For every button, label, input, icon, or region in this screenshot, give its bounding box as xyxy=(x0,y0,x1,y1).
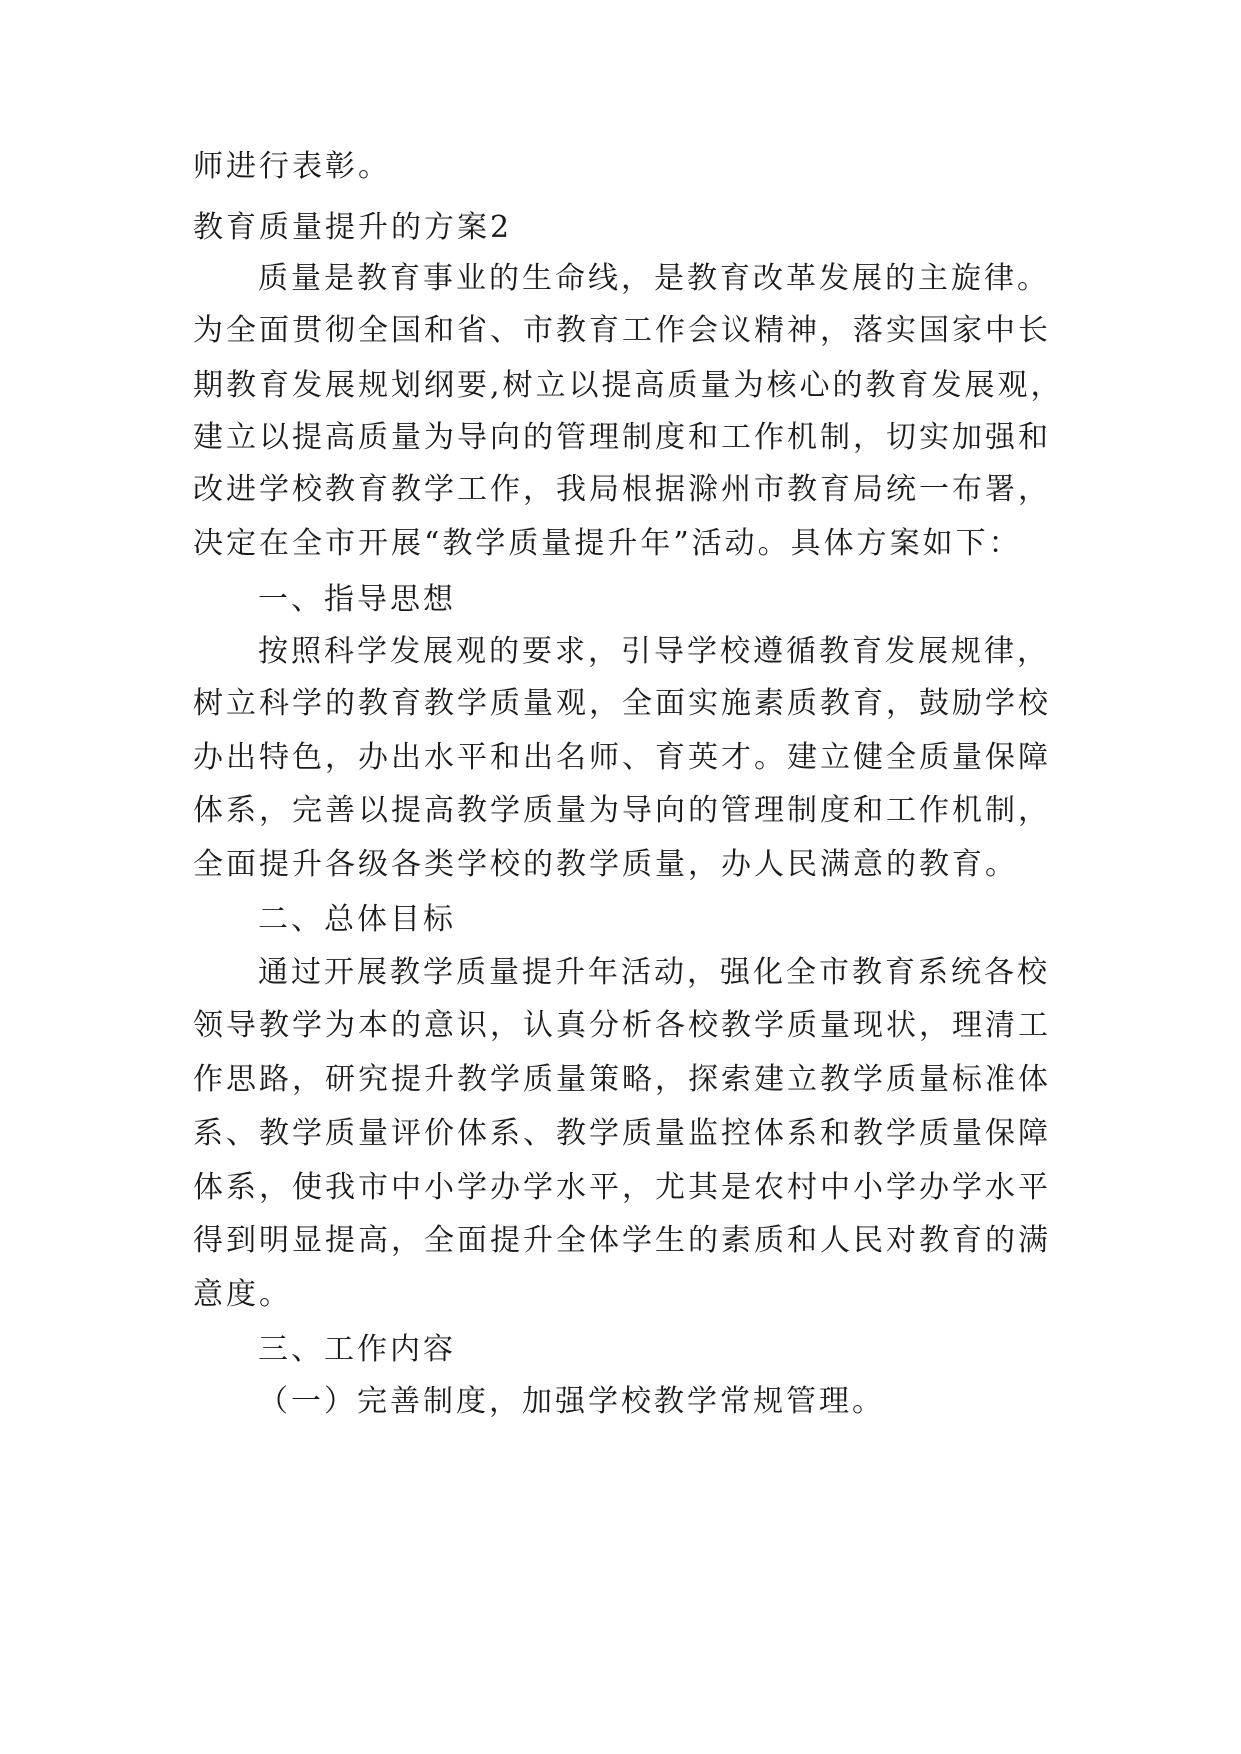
paragraph-line: 意度。 xyxy=(193,1277,292,1312)
paragraph-line: 体系，使我市中小学办学水平，尤其是农村中小学办学水平 xyxy=(193,1170,1051,1205)
paragraph-line: 系、教学质量评价体系、教学质量监控体系和教学质量保障 xyxy=(193,1116,1051,1151)
paragraph-line: 质量是教育事业的生命线，是教育改革发展的主旋律。 xyxy=(258,261,1050,296)
heading-overall-goal: 二、总体目标 xyxy=(258,902,456,937)
paragraph-line: 按照科学发展观的要求，引导学校遵循教育发展规律， xyxy=(258,634,1050,669)
paragraph-line: 决定在全市开展“教学质量提升年”活动。具体方案如下： xyxy=(193,526,1022,561)
paragraph-line: 全面提升各级各类学校的教学质量，办人民满意的教育。 xyxy=(193,847,1018,882)
paragraph-line: 体系，完善以提高教学质量为导向的管理制度和工作机制， xyxy=(193,793,1051,828)
heading-guiding-ideology: 一、指导思想 xyxy=(258,582,456,617)
subheading-line: （一）完善制度，加强学校教学常规管理。 xyxy=(258,1384,885,1419)
paragraph-line: 建立以提高质量为导向的管理制度和工作机制，切实加强和 xyxy=(193,420,1051,455)
paragraph-line: 通过开展教学质量提升年活动，强化全市教育系统各校 xyxy=(258,955,1050,990)
paragraph-line: 作思路，研究提升教学质量策略，探索建立教学质量标准体 xyxy=(193,1062,1051,1097)
paragraph-line: 改进学校教育教学工作，我局根据滁州市教育局统一布署， xyxy=(193,472,1051,507)
paragraph-line: 为全面贯彻全国和省、市教育工作会议精神，落实国家中长 xyxy=(193,313,1051,348)
paragraph-line: 得到明显提高，全面提升全体学生的素质和人民对教育的满 xyxy=(193,1223,1051,1258)
paragraph-line: 领导教学为本的意识，认真分析各校教学质量现状，理清工 xyxy=(193,1008,1051,1043)
paragraph-line: 期教育发展规划纲要,树立以提高质量为核心的教育发展观， xyxy=(193,368,1064,403)
paragraph-line: 师进行表彰。 xyxy=(193,149,391,184)
paragraph-line: 办出特色，办出水平和出名师、育英才。建立健全质量保障 xyxy=(193,740,1051,775)
section-title: 教育质量提升的方案2 xyxy=(193,210,513,245)
paragraph-line: 树立科学的教育教学质量观，全面实施素质教育，鼓励学校 xyxy=(193,686,1051,721)
heading-work-content: 三、工作内容 xyxy=(258,1332,456,1367)
